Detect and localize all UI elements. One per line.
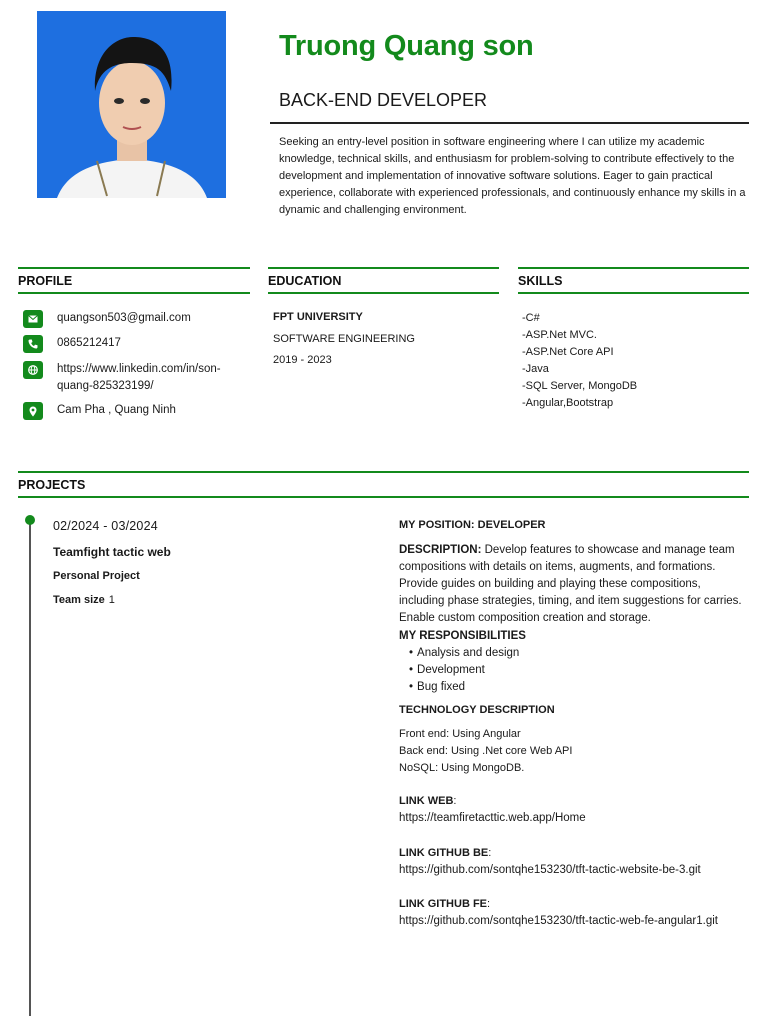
- section-education: [268, 267, 499, 294]
- linkedin-link[interactable]: https://www.linkedin.com/in/son-quang-825323199/: [57, 363, 221, 392]
- section-profile-title: PROFILE: [18, 274, 73, 288]
- location-pin-icon: [23, 402, 43, 420]
- link-github-fe-url[interactable]: https://github.com/sontqhe153230/tft-tactic-web-fe-angular1.git: [399, 915, 718, 927]
- section-education-title: EDUCATION: [268, 274, 342, 288]
- responsibility-item: • Analysis and design: [409, 645, 745, 662]
- header-divider: [270, 122, 749, 124]
- responsibilities-heading: [399, 628, 745, 645]
- technology-list: [399, 726, 745, 777]
- project-team-size: [53, 594, 115, 606]
- skill-item: -ASP.Net MVC.: [522, 329, 597, 341]
- description-text: Develop features to showcase and manage team compositions with details on items, augments, and formations. Provide guides on building and playing these compositions, including phase strategies, timing, and item suggestions for carries. Enable custom composition creation and storage.: [399, 544, 742, 624]
- education-major: SOFTWARE ENGINEERING: [273, 333, 415, 345]
- education-years: 2019 - 2023: [273, 354, 332, 366]
- contact-email: [23, 310, 237, 328]
- section-skills: [518, 267, 749, 294]
- section-profile: [18, 267, 250, 294]
- link-github-fe-heading: LINK GITHUB FE:: [399, 898, 491, 910]
- globe-icon: [23, 361, 43, 379]
- job-title: BACK-END DEVELOPER: [279, 90, 488, 110]
- technology-heading: [399, 702, 745, 719]
- link-github-be-label: LINK GITHUB BE: [399, 847, 489, 859]
- section-skills-title: SKILLS: [518, 274, 563, 288]
- project-type: Personal Project: [53, 570, 140, 582]
- email-text[interactable]: quangson503@gmail.com: [57, 312, 191, 324]
- technology-item: Front end: Using Angular: [399, 728, 521, 740]
- career-summary: Seeking an entry-level position in software engineering where I can utilize my academic knowledge, technical skills, and enthusiasm for problem-solving to contribute effectively to the development and implementation of innovative software solutions. Eager to gain practical experience, collaborate with experienced professionals, and continuously enhance my skills in a dynamic and challenging environment.: [279, 136, 746, 216]
- skill-item: -SQL Server, MongoDB: [522, 380, 638, 392]
- responsibility-item: • Development: [409, 662, 745, 679]
- team-size-label: Team size: [53, 594, 105, 606]
- responsibilities-label: MY RESPONSIBILITIES: [399, 630, 526, 642]
- education-school: FPT UNIVERSITY: [273, 311, 363, 323]
- skills-list: [522, 310, 637, 412]
- email-icon: [23, 310, 43, 328]
- technology-item: Back end: Using .Net core Web API: [399, 745, 573, 757]
- skill-item: -Angular,Bootstrap: [522, 397, 614, 409]
- location-text: Cam Pha , Quang Ninh: [57, 404, 176, 416]
- position-label: MY POSITION:: [399, 519, 475, 531]
- contact-location: [23, 402, 237, 420]
- profile-photo: [37, 11, 226, 198]
- skill-item: -C#: [522, 312, 540, 324]
- skill-item: -Java: [522, 363, 549, 375]
- link-github-be-heading: LINK GITHUB BE:: [399, 847, 492, 859]
- technology-label: TECHNOLOGY DESCRIPTION: [399, 704, 555, 716]
- team-size-value: 1: [108, 594, 115, 606]
- phone-text: 0865212417: [57, 337, 121, 349]
- project-date: 02/2024 - 03/2024: [53, 519, 158, 533]
- project-title: Teamfight tactic web: [53, 545, 171, 559]
- responsibility-item: • Bug fixed: [409, 679, 745, 696]
- responsibilities-list: [399, 645, 745, 696]
- timeline-dot: [25, 515, 35, 525]
- project-position: [399, 517, 745, 534]
- section-projects-title: PROJECTS: [18, 478, 86, 492]
- skill-item: -ASP.Net Core API: [522, 346, 614, 358]
- description-label: DESCRIPTION:: [399, 544, 482, 556]
- link-github-be-url[interactable]: https://github.com/sontqhe153230/tft-tactic-website-be-3.git: [399, 864, 701, 876]
- project-timeline-line: [29, 520, 31, 1016]
- position-value: DEVELOPER: [477, 519, 546, 531]
- section-projects: [18, 471, 749, 498]
- link-web-heading: LINK WEB:: [399, 795, 457, 807]
- contact-phone: [23, 335, 237, 353]
- candidate-name: Truong Quang son: [279, 30, 534, 62]
- link-web-label: LINK WEB: [399, 795, 454, 807]
- project-description: [399, 542, 745, 627]
- technology-item: NoSQL: Using MongoDB.: [399, 762, 525, 774]
- link-web-url[interactable]: https://teamfiretacttic.web.app/Home: [399, 812, 586, 824]
- phone-icon: [23, 335, 43, 353]
- contact-linkedin: [23, 361, 237, 395]
- link-github-fe-label: LINK GITHUB FE: [399, 898, 487, 910]
